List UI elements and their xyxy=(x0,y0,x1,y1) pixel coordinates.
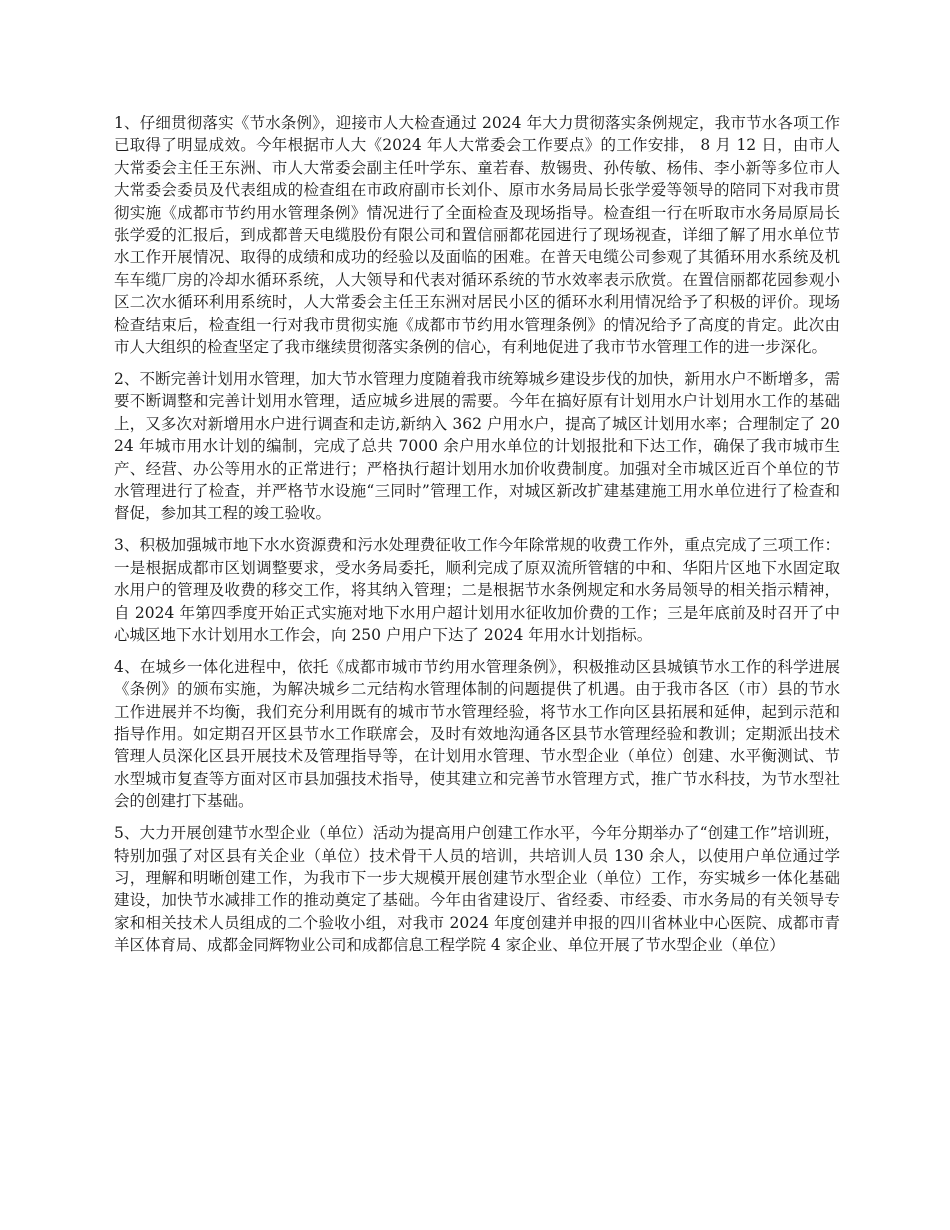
paragraph-5: 5、大力开展创建节水型企业（单位）活动为提高用户创建工作水平，今年分期举办了“创建工作”培训班，特别加强了对区县有关企业（单位）技术骨干人员的培训，共培训人员 130 余人，以使用户单位通过学习，理解和明晰创建工作，为我市下一步大规模开展创建节水型企业（单位）工作，夯实城乡一体化基础建设，加快节水减排工作的推动奠定了基础。今年由省建设厅、省经委、市经委、市水务局的有关领导专家和相关技术人员组成的二个验收小组，对我市 2024 年度创建并申报的四川省林业中心医院、成都市青羊区体育局、成都金同辉物业公司和成都信息工程学院 4 家企业、单位开展了节水型企业（单位） xyxy=(114,824,840,955)
paragraph-3: 3、积极加强城市地下水水资源费和污水处理费征收工作今年除常规的收费工作外，重点完成了三项工作：一是根据成都市区划调整要求，受水务局委托，顺利完成了原双流所管辖的中和、华阳片区地下水固定取水用户的管理及收费的移交工作，将其纳入管理；二是根据节水条例规定和水务局领导的相关指示精神，自 2024 年第四季度开始正式实施对地下水用户超计划用水征收加价费的工作；三是年底前及时召开了中心城区地下水计划用水工作会，向 250 户用户下达了 2024 年用水计划指标。 xyxy=(114,536,840,644)
document-body xyxy=(114,112,840,966)
paragraph-2: 2、不断完善计划用水管理，加大节水管理力度随着我市统筹城乡建设步伐的加快，新用水户不断增多，需要不断调整和完善计划用水管理，适应城乡进展的需要。今年在搞好原有计划用水户计划用水工作的基础上，又多次对新增用水户进行调查和走访,新纳入 362 户用水户，提高了城区计划用水率；合理制定了 2024 年城市用水计划的编制，完成了总共 7000 余户用水单位的计划报批和下达工作，确保了我市城市生产、经营、办公等用水的正常进行；严格执行超计划用水加价收费制度。加强对全市城区近百个单位的节水管理进行了检查，并严格节水设施“三同时”管理工作，对城区新改扩建基建施工用水单位进行了检查和督促，参加其工程的竣工验收。 xyxy=(114,369,840,523)
paragraph-4: 4、在城乡一体化进程中，依托《成都市城市节约用水管理条例》，积极推动区县城镇节水工作的科学进展《条例》的颁布实施，为解决城乡二元结构水管理体制的问题提供了机遇。由于我市各区（市）县的节水工作进展并不均衡，我们充分利用既有的城市节水管理经验，将节水工作向区县拓展和延伸，起到示范和指导作用。如定期召开区县节水工作联席会，及时有效地沟通各区县节水管理经验和教训；定期派出技术管理人员深化区县开展技术及管理指导等，在计划用水管理、节水型企业（单位）创建、水平衡测试、节水型城市复查等方面对区市县加强技术指导，使其建立和完善节水管理方式，推广节水科技，为节水型社会的创建打下基础。 xyxy=(114,657,840,811)
paragraph-1: 1、仔细贯彻落实《节水条例》，迎接市人大检查通过 2024 年大力贯彻落实条例规定，我市节水各项工作已取得了明显成效。今年根据市人大《2024 年人大常委会工作要点》的工作安排， 8 月 12 日，由市人大常委会主任王东洲、市人大常委会副主任叶学东、童若春、敖锡贵、孙传敏、杨伟、李小新等多位市人大常委会委员及代表组成的检查组在市政府副市长刘仆、原市水务局局长张学爱等领导的陪同下对我市贯彻实施《成都市节约用水管理条例》情况进行了全面检查及现场指导。检查组一行在听取市水务局原局长张学爱的汇报后，到成都普天电缆股份有限公司和置信丽都花园进行了现场视查，详细了解了用水单位节水工作开展情况、取得的成绩和成功的经验以及面临的困难。在普天电缆公司参观了其循环用水系统及机车车缆厂房的冷却水循环系统，人大领导和代表对循环系统的节水效率表示欣赏。在置信丽都花园参观小区二次水循环利用系统时，人大常委会主任王东洲对居民小区的循环水利用情况给予了积极的评价。现场检查结束后，检查组一行对我市贯彻实施《成都市节约用水管理条例》的情况给予了高度的肯定。此次由市人大组织的检查坚定了我市继续贯彻落实条例的信心，有利地促进了我市节水管理工作的进一步深化。 xyxy=(114,114,840,357)
